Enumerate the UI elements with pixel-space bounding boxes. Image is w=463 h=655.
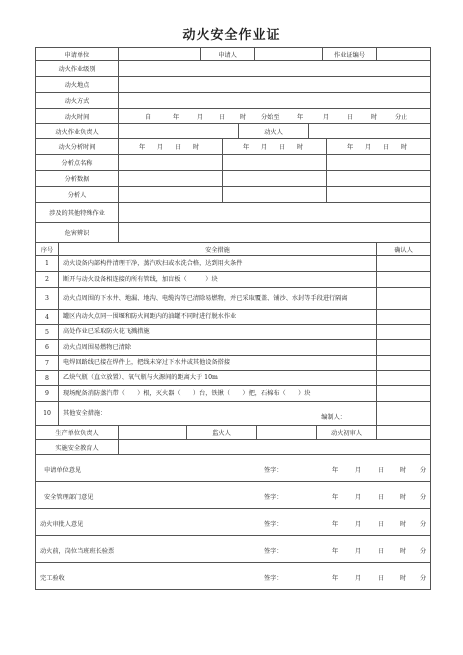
permit-no-label: 作业证编号 [322, 48, 376, 60]
at2-hour: 时 [297, 144, 304, 151]
approval-day: 日 [378, 548, 385, 555]
measure-text-content: 电焊回路线已接在焊件上，把线未穿过下水井或其他设备搭接 [63, 359, 231, 366]
measure-text [58, 325, 376, 339]
analysis-point-2[interactable] [222, 155, 326, 170]
measure-text [58, 310, 376, 324]
applicant-field[interactable] [254, 48, 322, 60]
analysis-data-2[interactable] [222, 171, 326, 186]
approval-year: 年 [332, 467, 339, 474]
at1-year: 年 [139, 144, 146, 151]
measure-row [35, 288, 431, 310]
approval-hour: 时 [400, 548, 407, 555]
approval-year: 年 [332, 521, 339, 528]
permit-no-field[interactable] [376, 48, 432, 60]
measure-text-content: 乙炔气瓶（直立放置）、氧气瓶与火源间的距离大于 10m [63, 374, 218, 381]
analysis-point-1[interactable] [118, 155, 222, 170]
analysis-time-1[interactable] [118, 139, 222, 154]
at3-day: 日 [383, 144, 390, 151]
time-year-1: 年 [173, 113, 180, 121]
measure-row [35, 325, 431, 340]
approval-day: 日 [378, 575, 385, 582]
analysis-data-1[interactable] [118, 171, 222, 186]
fire-method-label: 动火方式 [64, 98, 90, 105]
fire-location-label: 动火地点 [64, 82, 90, 89]
initial-review-field[interactable] [376, 426, 430, 439]
measure-no: 7 [45, 359, 49, 367]
fire-watch-field[interactable] [256, 426, 316, 439]
permit-form [35, 47, 431, 590]
approval-hour: 时 [400, 494, 407, 501]
approval-month: 月 [355, 548, 362, 555]
measures-list [35, 256, 431, 426]
measure-no: 6 [45, 344, 49, 351]
time-day-1: 日 [219, 113, 226, 121]
analysis-point-label: 分析点名称 [61, 160, 93, 167]
at2-year: 年 [243, 144, 250, 151]
analyst-row [35, 187, 431, 203]
prod-leader-label: 生产单位负责人 [55, 430, 99, 437]
at1-hour: 时 [193, 144, 200, 151]
measure-text-content: 高处作业已采取防火花飞溅措施 [63, 328, 150, 335]
measure-no: 4 [45, 313, 49, 321]
fire-location-field[interactable] [118, 77, 430, 92]
measure-no: 1 [45, 260, 49, 267]
measure-text-content: 罐区内动火点同一围堰和防火间距内的油罐不同时进行脱水作业 [63, 313, 237, 320]
approval-year: 年 [332, 575, 339, 582]
analyst-3[interactable] [326, 187, 430, 202]
measure-row [35, 340, 431, 356]
fire-worker-label: 动火人 [238, 124, 308, 138]
time-year-2: 年 [297, 113, 304, 121]
approval-sign-field[interactable] [286, 542, 326, 556]
measure-confirm-field[interactable] [376, 325, 430, 339]
approval-minute: 分 [420, 494, 427, 501]
other-work-field[interactable] [118, 203, 430, 222]
time-from: 自 [145, 113, 152, 121]
measure-author: 编制人： [321, 414, 346, 421]
measure-text [58, 371, 376, 385]
measure-confirm-field[interactable] [376, 256, 430, 271]
other-work-row [35, 203, 431, 223]
measure-text-content: 动火设备内部构件清理干净，蒸汽吹扫或水洗合格，达到用火条件 [63, 259, 243, 267]
measure-row [35, 310, 431, 325]
analyst-label: 分析人 [67, 192, 87, 199]
analysis-time-2[interactable] [222, 139, 326, 154]
at1-day: 日 [175, 144, 182, 151]
approval-row [35, 509, 431, 536]
educator-label: 实施安全教育人 [55, 444, 99, 452]
measure-no: 2 [45, 276, 49, 283]
col-confirm-label: 确认人 [376, 243, 430, 255]
time-end: 分止 [395, 113, 408, 121]
approval-label: 动火审批人意见 [40, 521, 84, 528]
measure-confirm-field[interactable] [376, 310, 430, 324]
approval-row [35, 563, 431, 590]
initial-review-label: 动火初审人 [316, 426, 376, 439]
col-measure-label: 安全措施 [58, 243, 376, 255]
fire-level-field[interactable] [118, 61, 430, 76]
fire-method-field[interactable] [118, 93, 430, 108]
approval-sign-field[interactable] [286, 461, 326, 475]
measures-header-row [35, 243, 431, 256]
measure-row [35, 371, 431, 386]
approval-sign-label: 签字： [264, 467, 283, 474]
approval-day: 日 [378, 494, 385, 501]
time-hour-2: 时 [371, 113, 378, 121]
fire-leader-field[interactable] [118, 124, 238, 138]
measure-row [35, 272, 431, 288]
at2-day: 日 [279, 144, 286, 151]
applicant-unit-label: 申请单位 [64, 51, 90, 59]
measure-confirm-field[interactable] [376, 356, 430, 370]
approval-minute: 分 [420, 548, 427, 555]
col-no-label: 序号 [40, 246, 54, 254]
fire-level-label: 动火作业级别 [58, 66, 96, 73]
hazard-field[interactable] [118, 223, 430, 242]
measure-confirm-field[interactable] [376, 386, 430, 401]
measure-no: 3 [45, 295, 49, 302]
approval-sign-label: 签字： [264, 575, 283, 582]
measure-confirm-field[interactable] [376, 288, 430, 309]
analysis-time-3[interactable] [326, 139, 430, 154]
approval-day: 日 [378, 521, 385, 528]
measure-text [58, 402, 376, 425]
fire-time-label: 动火时间 [64, 113, 90, 121]
approval-label: 动火前，岗位当班班长验票 [40, 548, 115, 555]
approval-sign-field[interactable] [286, 488, 326, 502]
measure-no: 8 [45, 374, 49, 382]
at3-year: 年 [347, 144, 354, 151]
applicant-unit-field[interactable] [118, 48, 200, 60]
other-work-label: 涉及的其他特殊作业 [49, 210, 105, 217]
approval-month: 月 [355, 467, 362, 474]
time-month-2: 月 [323, 113, 330, 121]
measure-text-content: 动火点周围的下水井、地漏、地沟、电缆沟等已清除易燃物，并已采取覆盖、铺沙、水封等手段进行隔离 [63, 294, 348, 302]
analysis-data-row [35, 171, 431, 187]
prod-leader-field[interactable] [118, 426, 186, 439]
approval-row [35, 536, 431, 563]
approval-day: 日 [378, 467, 385, 474]
fire-leader-label: 动火作业负责人 [55, 128, 99, 136]
approval-minute: 分 [420, 521, 427, 528]
analysis-point-3[interactable] [326, 155, 430, 170]
time-start: 分始至 [261, 113, 280, 121]
approval-sign-field[interactable] [286, 515, 326, 529]
approvals-list [35, 455, 431, 590]
hazard-label: 危害辨识 [64, 230, 90, 237]
analyst-1[interactable] [118, 187, 222, 202]
document-title: 动火安全作业证 [182, 28, 281, 43]
measure-text-content: 其他安全措施： [63, 409, 107, 417]
measure-text [58, 340, 376, 355]
time-month-1: 月 [197, 113, 204, 121]
fire-time-field[interactable] [118, 109, 430, 123]
approval-month: 月 [355, 521, 362, 528]
approval-year: 年 [332, 494, 339, 501]
fire-method-row [35, 93, 431, 109]
fire-time-row [35, 109, 431, 124]
responsible-row [35, 426, 431, 440]
analysis-data-label: 分析数据 [64, 176, 90, 183]
time-day-2: 日 [347, 113, 354, 121]
approval-row [35, 482, 431, 509]
measure-no: 5 [45, 328, 49, 336]
approval-sign-field[interactable] [286, 569, 326, 583]
approval-year: 年 [332, 548, 339, 555]
applicant-label: 申请人 [200, 48, 254, 60]
approval-minute: 分 [420, 467, 427, 474]
measure-no: 10 [43, 410, 51, 417]
approval-label: 完工验收 [40, 575, 65, 582]
approval-hour: 时 [400, 575, 407, 582]
analysis-data-3[interactable] [326, 171, 430, 186]
header-row [35, 47, 431, 61]
fire-worker-field[interactable] [308, 124, 430, 138]
analyst-2[interactable] [222, 187, 326, 202]
educator-field[interactable] [118, 440, 430, 454]
time-hour-1: 时 [240, 113, 247, 121]
approval-month: 月 [355, 575, 362, 582]
measure-confirm-field[interactable] [376, 272, 430, 287]
at3-hour: 时 [401, 144, 408, 151]
measure-text-content: 动火点周围易燃物已清除 [63, 343, 132, 351]
measure-confirm-field[interactable] [376, 402, 430, 425]
analysis-time-label: 动火分析时间 [58, 144, 96, 151]
approval-sign-label: 签字： [264, 521, 283, 528]
hazard-row [35, 223, 431, 243]
approval-row [35, 455, 431, 482]
measure-text [58, 288, 376, 309]
at3-month: 月 [365, 144, 372, 151]
approval-sign-label: 签字： [264, 548, 283, 555]
at2-month: 月 [261, 144, 268, 151]
measure-text [58, 272, 376, 287]
fire-level-row [35, 61, 431, 77]
analysis-point-row [35, 155, 431, 171]
fire-watch-label: 监火人 [186, 426, 256, 439]
leader-row [35, 124, 431, 139]
measure-row [35, 256, 431, 272]
approval-label: 申请单位意见 [44, 467, 82, 474]
approval-label: 安全管理部门意见 [44, 494, 94, 501]
at1-month: 月 [157, 144, 164, 151]
approval-sign-label: 签字： [264, 494, 283, 501]
analysis-time-row [35, 139, 431, 155]
measure-confirm-field[interactable] [376, 371, 430, 385]
measure-no: 9 [45, 390, 49, 397]
measure-row [35, 356, 431, 371]
measure-text-content: 现场配备消防蒸汽带（ ）根，灭火器（ ）台，铁锹（ ）把，石棉布（ ）块 [63, 389, 311, 397]
measure-text [58, 356, 376, 370]
fire-location-row [35, 77, 431, 93]
approval-hour: 时 [400, 521, 407, 528]
approval-minute: 分 [420, 575, 427, 582]
measure-text [58, 256, 376, 271]
measure-row [35, 386, 431, 402]
measure-row [35, 402, 431, 426]
measure-confirm-field[interactable] [376, 340, 430, 355]
educator-row [35, 440, 431, 455]
approval-month: 月 [355, 494, 362, 501]
measure-text [58, 386, 376, 401]
measure-text-content: 断开与动火设备相连接的所有管线，加盲板（ ）块 [63, 275, 218, 283]
approval-hour: 时 [400, 467, 407, 474]
